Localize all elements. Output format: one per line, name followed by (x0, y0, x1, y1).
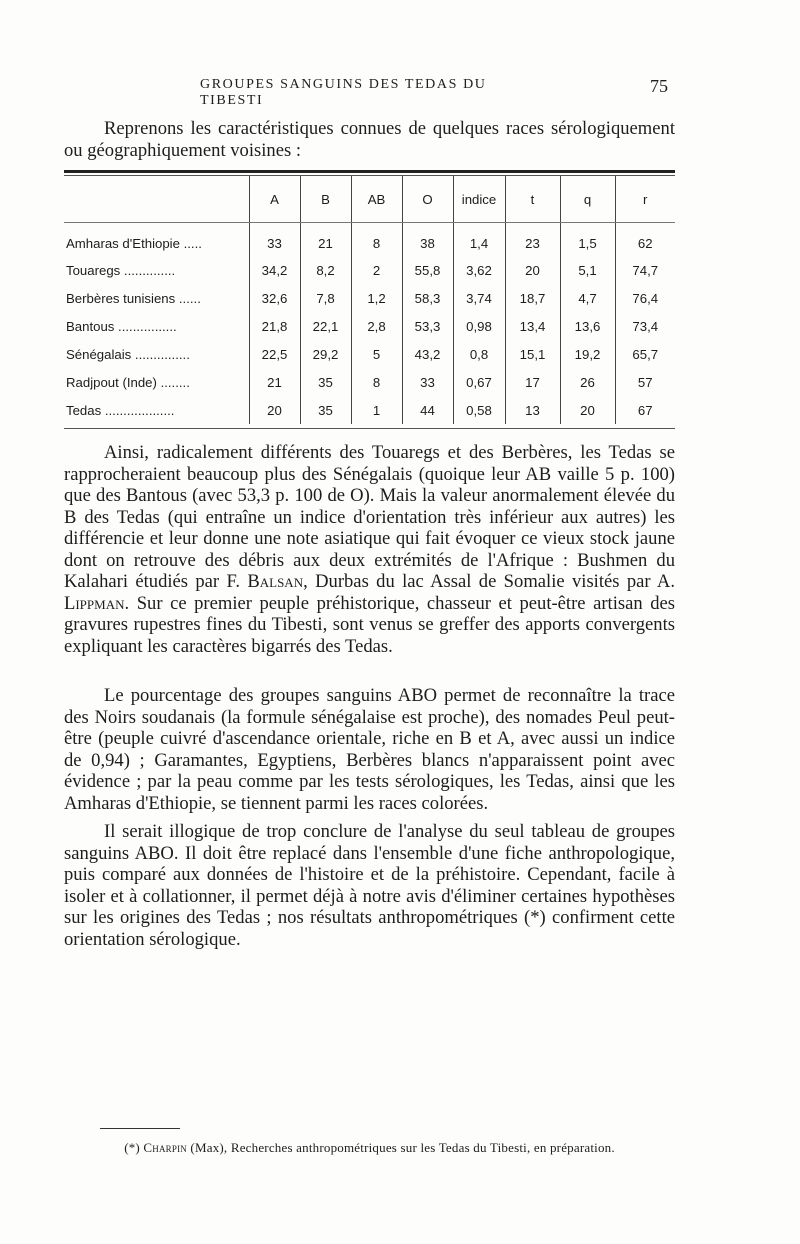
table-row (64, 223, 675, 257)
table-row (64, 396, 675, 424)
table-cell: 55,8 (402, 256, 453, 284)
table-cell: 0,58 (453, 396, 505, 424)
table-cell: 19,2 (560, 340, 615, 368)
table-cell: 67 (615, 396, 675, 424)
page-number: 75 (650, 76, 668, 96)
paragraph-abo-percentage: Le pourcentage des groupes sanguins ABO permet de reconnaître la trace des Noirs soudanais (la formule sénégalaise est proche), des nomades Peul peut-être (peuple cuivré d'ascendance orientale, riche en B et A, avec aussi un indice de 0,94) ; Garamantes, Egyptiens, Berbères blancs n'apparaissent point avec évidence ; par la peau comme par les tests sérologiques, les Tedas, ainsi que les Amharas d'Ethiopie, se tiennent parmi les races colorées. (64, 685, 675, 814)
row-label: Amharas d'Ethiopie ..... (66, 235, 202, 251)
footnote-text: (Max), Recherches anthropométriques sur les Tedas du Tibesti, en préparation. (186, 1140, 615, 1155)
paragraph-comparison (64, 442, 675, 657)
blood-group-table (64, 176, 675, 424)
table-cell: 32,6 (249, 284, 300, 312)
column-header: A (249, 176, 300, 223)
table-cell: 21 (249, 368, 300, 396)
table-header-row (64, 176, 675, 223)
table-cell: 15,1 (505, 340, 560, 368)
intro-paragraph: Reprenons les caractéristiques connues de quelques races sérologiquement ou géographiquement voisines : (64, 118, 675, 161)
table-cell: 3,62 (453, 256, 505, 284)
table-cell: 65,7 (615, 340, 675, 368)
table-cell: 5 (351, 340, 402, 368)
table-row (64, 312, 675, 340)
column-header: B (300, 176, 351, 223)
paragraph-text: , Durbas du lac Assal de Somalie visités par A. (303, 571, 675, 592)
table-cell: 22,5 (249, 340, 300, 368)
column-header: AB (351, 176, 402, 223)
row-label: Tedas ................... (66, 402, 175, 418)
row-label: Bantous ................ (66, 318, 177, 334)
table-cell: 2,8 (351, 312, 402, 340)
footnote-author: Charpin (143, 1140, 187, 1155)
table-cell: 13 (505, 396, 560, 424)
table-cell: 74,7 (615, 256, 675, 284)
table-cell: 2 (351, 256, 402, 284)
table-cell: 20 (249, 396, 300, 424)
table-cell: 44 (402, 396, 453, 424)
table-cell: 43,2 (402, 340, 453, 368)
row-label: Radjpout (Inde) ........ (66, 374, 190, 390)
table-cell: 35 (300, 368, 351, 396)
table-cell: 62 (615, 223, 675, 257)
table-cell: 29,2 (300, 340, 351, 368)
author-name: Balsan (247, 571, 304, 592)
table-cell: 57 (615, 368, 675, 396)
paragraph-text: Ainsi, radicalement différents des Touaregs et des Berbères, les Tedas se rapprocheraient beaucoup plus des Sénégalais (quoique leur AB vaille 5 p. 100) que des Bantous (avec 53,3 p. 100 de O). Mais la valeur anormalement élevée du B des Tedas (qui entraîne un indice d'orientation très inférieur aux autres) les différencie et leur donne une note asiatique qui fait évoquer ce vieux stock jaune dont on retrouve des débris aux deux extrémités de l'Afrique : Bushmen du Kalahari étudiés par F. (64, 442, 675, 592)
paragraph-text: . Sur ce premier peuple préhistorique, chasseur et peut-être artisan des gravures rupestres fines du Tibesti, sont venus se greffer des apports convergents expliquant les caractères bigarrés des Tedas. (64, 592, 675, 657)
table-top-rule (64, 170, 675, 173)
table-cell: 35 (300, 396, 351, 424)
column-header: O (402, 176, 453, 223)
row-label: Berbères tunisiens ...... (66, 290, 201, 306)
column-header: indice (453, 176, 505, 223)
row-label: Sénégalais ............... (66, 346, 190, 362)
table-cell: 73,4 (615, 312, 675, 340)
column-header: r (615, 176, 675, 223)
table-cell: 18,7 (505, 284, 560, 312)
table-cell: 8,2 (300, 256, 351, 284)
table-cell: 76,4 (615, 284, 675, 312)
table-cell: 26 (560, 368, 615, 396)
table-row (64, 340, 675, 368)
footnote (64, 1140, 675, 1156)
table-cell: 0,67 (453, 368, 505, 396)
row-label: Touaregs .............. (66, 262, 176, 278)
table-cell: 1 (351, 396, 402, 424)
table-cell: 21 (300, 223, 351, 257)
blood-group-table-container (64, 170, 675, 429)
table-cell: 34,2 (249, 256, 300, 284)
table-cell: 38 (402, 223, 453, 257)
author-name: Lippman (64, 592, 125, 614)
table-cell: 22,1 (300, 312, 351, 340)
table-cell: 17 (505, 368, 560, 396)
table-cell: 3,74 (453, 284, 505, 312)
table-cell: 20 (560, 396, 615, 424)
column-header: q (560, 176, 615, 223)
header-label-cell (64, 176, 249, 223)
paragraph-conclusion: Il serait illogique de trop conclure de l'analyse du seul tableau de groupes sanguins ABO. Il doit être replacé dans l'ensemble d'une fiche anthropologique, puis comparé aux données de l'histoire et de la préhistoire. Cependant, facile à isoler et à collationner, il permet déjà à notre avis d'éliminer certaines hypothèses sur les origines des Tedas ; nos résultats anthropométriques (*) confirment cette orientation sérologique. (64, 821, 675, 950)
footnote-rule (100, 1128, 180, 1129)
table-cell: 1,5 (560, 223, 615, 257)
table-row (64, 284, 675, 312)
table-row (64, 368, 675, 396)
table-cell: 1,2 (351, 284, 402, 312)
table-cell: 5,1 (560, 256, 615, 284)
table-cell: 53,3 (402, 312, 453, 340)
table-cell: 58,3 (402, 284, 453, 312)
table-cell: 4,7 (560, 284, 615, 312)
column-header: t (505, 176, 560, 223)
table-cell: 21,8 (249, 312, 300, 340)
table-cell: 1,4 (453, 223, 505, 257)
table-cell: 8 (351, 223, 402, 257)
table-cell: 13,6 (560, 312, 615, 340)
table-cell: 33 (249, 223, 300, 257)
table-cell: 0,98 (453, 312, 505, 340)
table-cell: 20 (505, 256, 560, 284)
table-cell: 23 (505, 223, 560, 257)
table-row (64, 256, 675, 284)
table-cell: 8 (351, 368, 402, 396)
footnote-marker: (*) (124, 1140, 140, 1155)
table-cell: 13,4 (505, 312, 560, 340)
table-cell: 7,8 (300, 284, 351, 312)
table-cell: 0,8 (453, 340, 505, 368)
running-title: GROUPES SANGUINS DES TEDAS DU TIBESTI (200, 77, 487, 108)
table-bottom-rule (64, 428, 675, 429)
table-cell: 33 (402, 368, 453, 396)
